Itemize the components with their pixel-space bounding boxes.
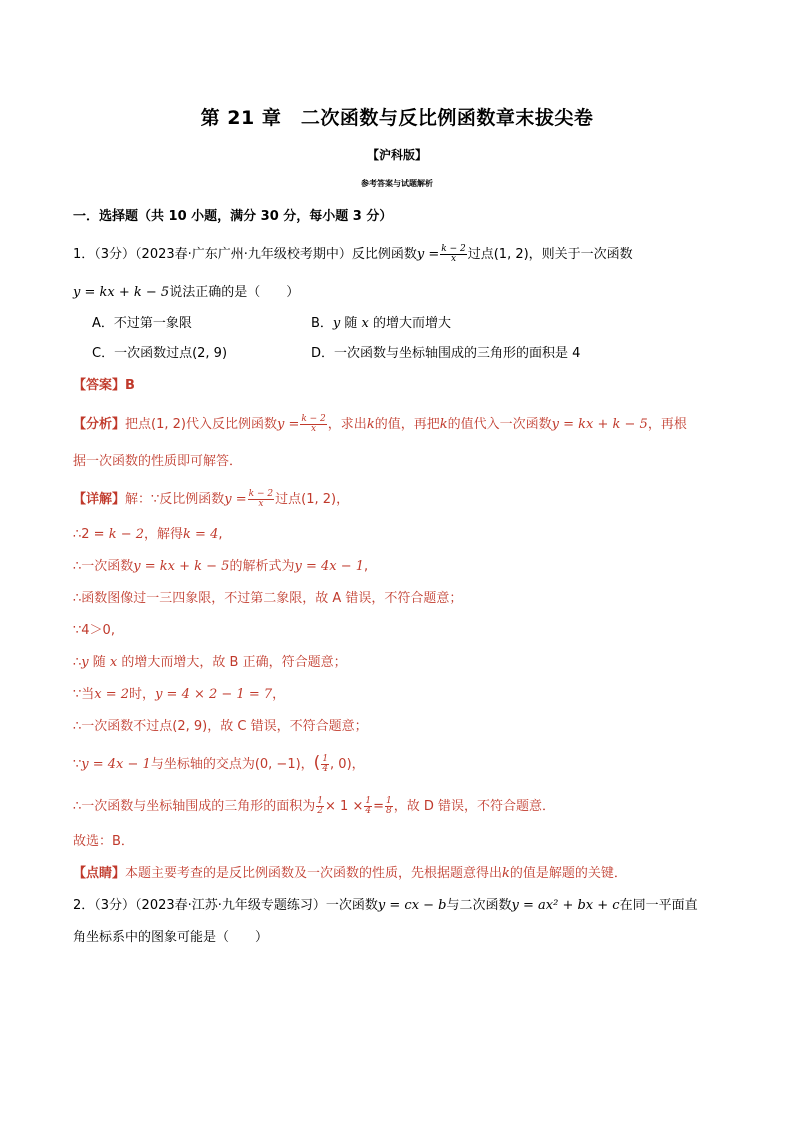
comment-k: k — [502, 866, 510, 881]
q1-frac-den: x — [450, 254, 457, 264]
analysis-lhs: y = — [276, 417, 300, 432]
option-b-var-x: x — [361, 316, 369, 331]
step5-d: x — [109, 655, 118, 670]
step9-fraction-1 — [316, 797, 324, 816]
step8-b: y = 4x − 1 — [81, 757, 151, 772]
q1-mid: 过点(1, 2)，则关于一次函数 — [467, 247, 633, 262]
step2-d: y = 4x − 1 — [294, 559, 365, 574]
q2-prefix: 2．（3分）（2023春·江苏·九年级专题练习）一次函数 — [73, 898, 378, 913]
step-1 — [73, 526, 222, 544]
step6-b: x = 2 — [94, 687, 130, 702]
option-d: D．一次函数与坐标轴围成的三角形的面积是 4 — [311, 346, 581, 361]
detail-lhs: y = — [224, 492, 247, 507]
step9-fraction-2 — [364, 797, 372, 816]
detail-label: 【详解】 — [73, 492, 126, 507]
step9-f2-den: 4 — [365, 806, 372, 816]
step8-paren: ( — [313, 753, 321, 773]
detail-frac-den: x — [258, 499, 264, 509]
step-9 — [73, 797, 555, 816]
step5-e: 的增大而增大，故 B 正确，符合题意； — [117, 655, 347, 670]
q1-fraction — [440, 245, 466, 264]
step5-b: y — [81, 655, 89, 670]
answer-label: 【答案】 — [73, 378, 126, 393]
answer-line — [73, 377, 135, 395]
q2-math-2: y = ax² + bx + c — [511, 898, 620, 913]
option-b-suffix: 的增大而增大 — [368, 316, 452, 331]
step9-f3-den: 8 — [385, 806, 392, 816]
analysis-text-3: 的值，再把 — [374, 417, 440, 432]
step-8 — [73, 754, 365, 774]
edition-label: 【沪科版】 — [366, 148, 427, 162]
question-1-line-1 — [73, 245, 633, 264]
step2-b: y = kx + k − 5 — [133, 559, 230, 574]
analysis-fraction — [300, 415, 326, 434]
choose-line: 故选：B． — [73, 834, 134, 849]
step-5 — [73, 654, 347, 672]
step2-a: ∴一次函数 — [73, 559, 134, 574]
step9-f2-num: 1 — [365, 796, 372, 806]
q1-prefix: 1．（3分）（2023春·广东广州·九年级校考期中）反比例函数 — [73, 247, 417, 262]
q1-line2-math: y = kx + k − 5 — [73, 285, 170, 300]
analysis-frac-num: k − 2 — [301, 414, 326, 424]
detail-line-1 — [73, 490, 349, 509]
step9-f3-num: 1 — [385, 796, 392, 806]
analysis-line-1 — [73, 415, 687, 434]
q2-suffix: 在同一平面直 — [619, 898, 698, 913]
option-b-prefix: B． — [311, 316, 333, 331]
question-2-line-1 — [73, 897, 698, 915]
comment-line — [73, 865, 627, 883]
analysis-label: 【分析】 — [73, 417, 126, 432]
step2-c: 的解析式为 — [229, 559, 295, 574]
comment-text-1: 本题主要考查的是反比例函数及一次函数的性质，先根据题意得出 — [125, 866, 503, 881]
step6-e: ， — [272, 687, 286, 702]
step8-fraction — [321, 755, 329, 774]
option-b — [311, 315, 451, 333]
step2-e: , — [364, 559, 369, 574]
step6-d: y = 4 × 2 − 1 = 7 — [155, 687, 273, 702]
step-4: ∵4＞0, — [73, 623, 115, 638]
option-b-var-y: y — [332, 316, 341, 331]
analysis-text-1: 把点(1, 2)代入反比例函数 — [125, 417, 277, 432]
detail-fraction — [248, 490, 274, 509]
analysis-k-2: k — [439, 417, 448, 432]
step8-frac-num: 1 — [322, 754, 329, 764]
analysis-text-4: 的值代入一次函数 — [447, 417, 552, 432]
analysis-math: y = kx + k − 5 — [551, 417, 648, 432]
q1-frac-num: k − 2 — [441, 244, 466, 254]
step1-c: ，解得 — [144, 527, 184, 542]
detail-text-2: 过点(1, 2)， — [275, 492, 350, 507]
detail-frac-num: k − 2 — [248, 489, 274, 499]
analysis-line-2: 据一次函数的性质即可解答． — [73, 454, 243, 469]
step-2 — [73, 558, 368, 576]
step9-fraction-3 — [385, 797, 393, 816]
q1-line2-text: 说法正确的是（ ） — [169, 285, 300, 300]
step1-b: k − 2 — [108, 527, 145, 542]
step8-end: ， — [351, 757, 365, 772]
question-2-line-2: 角坐标系中的图象可能是（ ） — [73, 930, 269, 945]
step8-rest: , 0) — [330, 757, 352, 772]
step9-a: ∴一次函数与坐标轴围成的三角形的面积为 — [73, 799, 316, 814]
option-a: A．不过第一象限 — [92, 316, 192, 331]
q1-lhs: y = — [416, 247, 440, 262]
q2-math-1: y = cx − b — [377, 898, 447, 913]
step9-f1-den: 2 — [317, 806, 324, 816]
step1-e: , — [218, 527, 223, 542]
analysis-frac-den: x — [311, 424, 317, 434]
analysis-k-1: k — [366, 417, 375, 432]
step9-eq: = — [373, 799, 384, 814]
step8-frac-den: 4 — [322, 764, 329, 774]
analysis-text-5: ，再根 — [647, 417, 687, 432]
step9-b: ，故 D 错误，不符合题意． — [393, 799, 555, 814]
step1-a: ∴2 = — [73, 527, 109, 542]
comment-label: 【点睛】 — [73, 866, 126, 881]
step5-a: ∴ — [73, 655, 82, 670]
detail-text-1: 解：∵反比例函数 — [125, 492, 225, 507]
comment-text-2: 的值是解题的关键． — [509, 866, 627, 881]
step1-d: k = 4 — [183, 527, 219, 542]
step-3: ∴函数图像过一三四象限，不过第二象限，故 A 错误，不符合题意； — [73, 591, 463, 606]
option-b-mid: 随 — [340, 316, 362, 331]
analysis-text-2: ，求出 — [327, 417, 367, 432]
q2-mid: 与二次函数 — [446, 898, 512, 913]
step5-c: 随 — [88, 655, 110, 670]
answer-value: B — [125, 378, 135, 393]
step-7: ∴一次函数不过点(2, 9)，故 C 错误，不符合题意； — [73, 719, 368, 734]
option-c: C．一次函数过点(2, 9) — [92, 346, 228, 361]
step6-c: 时， — [129, 687, 156, 702]
subtitle: 参考答案与试题解析 — [361, 179, 433, 188]
step8-a: ∵ — [73, 757, 82, 772]
page-title: 第 21 章 二次函数与反比例函数章末拔尖卷 — [200, 107, 594, 129]
section-heading: 一．选择题（共 10 小题，满分 30 分，每小题 3 分） — [73, 209, 393, 224]
step-6 — [73, 686, 285, 704]
step6-a: ∵当 — [73, 687, 95, 702]
step8-c: 与坐标轴的交点为(0, −1)， — [150, 757, 314, 772]
step9-times: × 1 × — [325, 799, 364, 814]
step9-f1-num: 1 — [317, 796, 324, 806]
question-1-line-2 — [73, 284, 299, 302]
